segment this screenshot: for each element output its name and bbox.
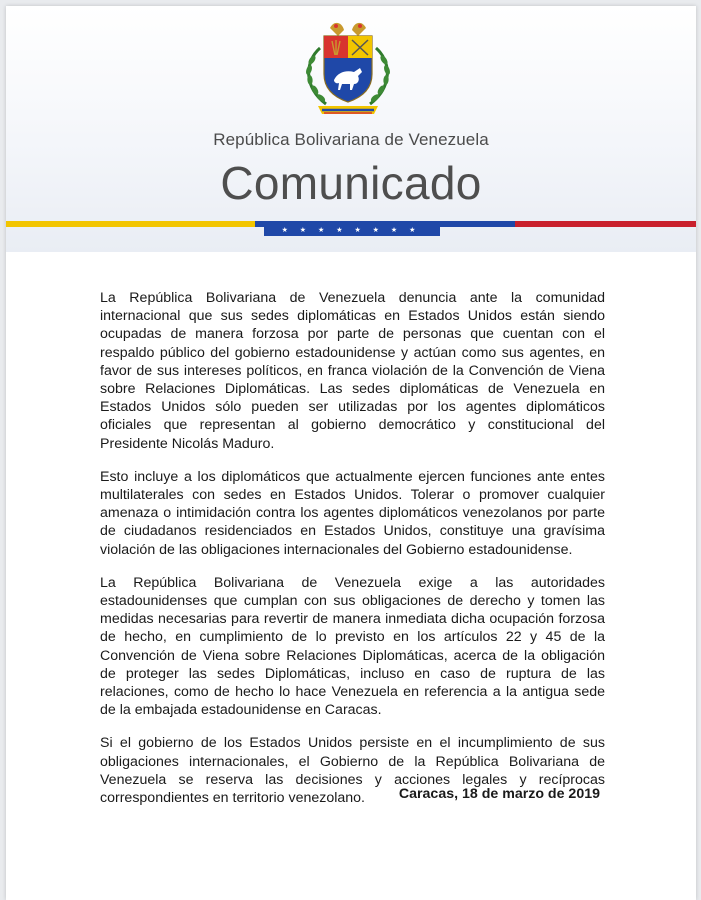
place-and-date: Caracas, 18 de marzo de 2019 [398, 786, 600, 802]
paragraph: La República Bolivariana de Venezuela exige a las autoridades estadounidenses que cumplan con sus obligaciones de derecho y tomen las medidas necesarias para revertir de manera inmediata dicha ocupación forzosa de hecho, en cumplimiento de lo previsto en los artículos 22 y 45 de la Convención de Viena sobre Relaciones Diplomáticas, acerca de la obligación de proteger las sedes Diplomáticas, incluso en caso de ruptura de las relaciones, como de hecho lo hace Venezuela en referencia a la antigua sede de la embajada estadounidense en Caracas. [100, 574, 605, 719]
republic-name: República Bolivariana de Venezuela [213, 130, 489, 149]
paragraph: La República Bolivariana de Venezuela denuncia ante la comunidad internacional que sus sedes diplomáticas en Estados Unidos están siendo ocupadas de manera forzosa por parte de personas que cuentan con el respaldo público del gobierno estadounidense y actúan como sus agentes, en favor de sus intereses políticos, en franca violación de la Convención de Viena sobre Relaciones Diplomáticas. Las sedes diplomáticas de Venezuela en Estados Unidos sólo pueden ser utilizadas por los agentes diplomáticos oficiales que representan al gobierno democrático y constitucional del Presidente Nicolás Maduro. [100, 290, 605, 452]
flag-stars: ★ ★ ★ ★ ★ ★ ★ ★ [281, 227, 421, 234]
letterhead [6, 6, 696, 252]
coat-of-arms-seal [290, 18, 406, 118]
paragraph: Esto incluye a los diplomáticos que actualmente ejercen funciones ante entes multilaterales con sedes en Estados Unidos. Tolerar o promover cualquier amenaza o intimidación contra los agentes diplomáticos venezolanos por parte de ciudadanos residenciados en Estados Unidos, constituye una gravísima violación de las obligaciones internacionales del Gobierno estadounidense. [100, 468, 605, 558]
communique-body [100, 289, 605, 822]
page-title: Comunicado [220, 157, 482, 209]
paragraph: Si el gobierno de los Estados Unidos persiste en el incumplimiento de sus obligaciones internacionales, el Gobierno de la República Bolivariana de Venezuela se reserva las decisiones y acciones legales y recíprocas correspondientes en territorio venezolano. [100, 735, 605, 807]
document-page [6, 6, 696, 900]
